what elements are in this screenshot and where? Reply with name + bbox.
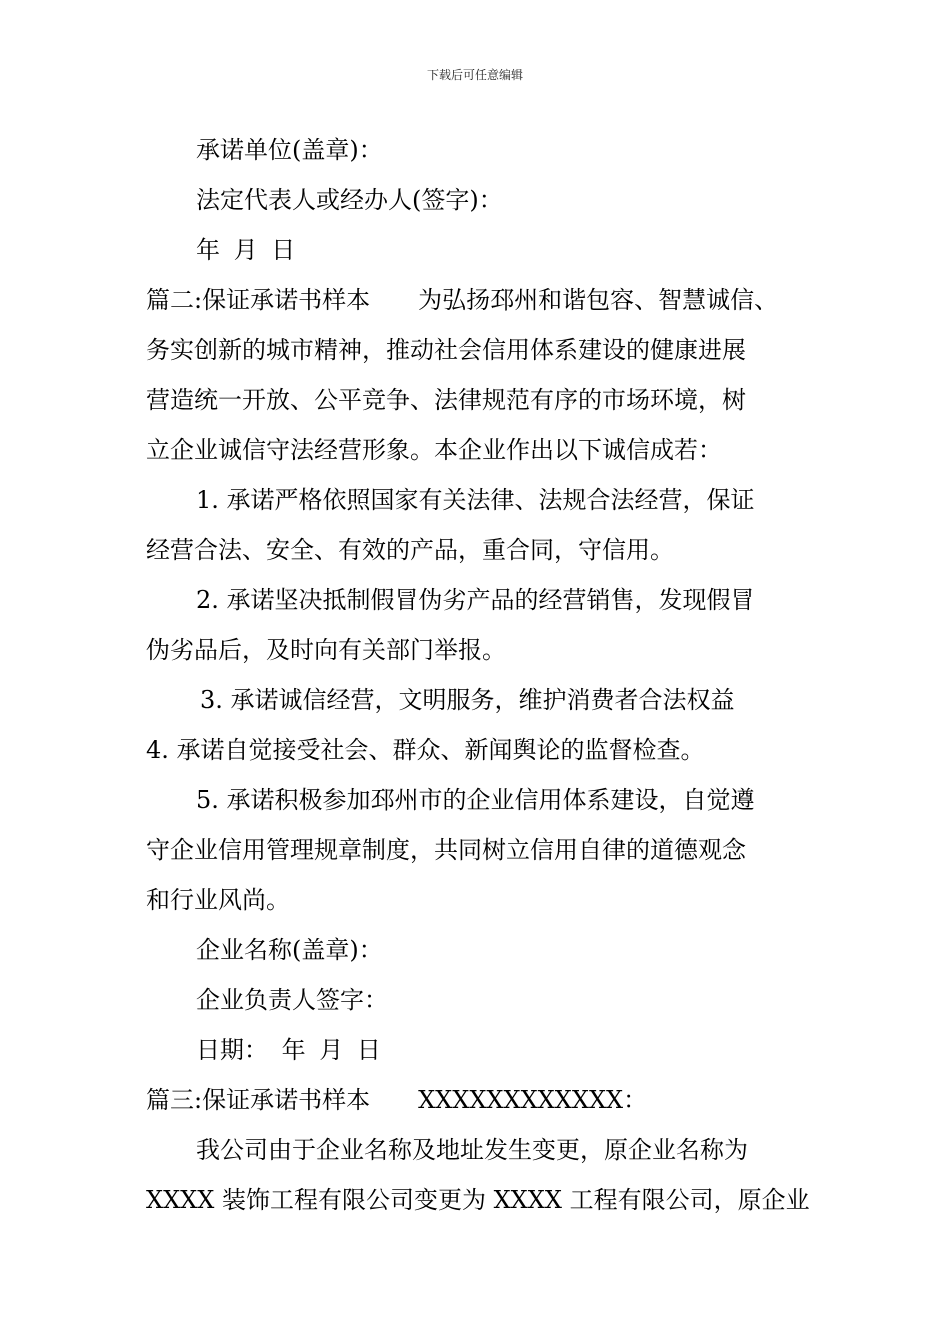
- text-line: 篇二:保证承诺书样本 为弘扬邳州和谐包容、智慧诚信、: [146, 286, 779, 314]
- text-line: 5. 承诺积极参加邳州市的企业信用体系建设，自觉遵: [196, 786, 755, 814]
- text-line: 日期： 年 月 日: [196, 1036, 381, 1064]
- text-line: 我公司由于企业名称及地址发生变更，原企业名称为: [196, 1136, 748, 1164]
- text-line: 年 月 日: [196, 236, 296, 264]
- text-line: 守企业信用管理规章制度，共同树立信用自律的道德观念: [146, 836, 746, 864]
- text-line: 和行业风尚。: [146, 886, 290, 914]
- text-line: 3. 承诺诚信经营，文明服务，维护消费者合法权益: [200, 686, 735, 714]
- text-line: 务实创新的城市精神，推动社会信用体系建设的健康进展: [146, 336, 746, 364]
- text-line: 营造统一开放、公平竞争、法律规范有序的市场环境，树: [146, 386, 746, 414]
- text-line: 篇三:保证承诺书样本 XXXXXXXXXXXX：: [146, 1086, 648, 1114]
- text-line: XXXX 装饰工程有限公司变更为 XXXX 工程有限公司，原企业: [146, 1186, 810, 1214]
- text-line: 企业名称(盖章)：: [196, 936, 383, 964]
- text-line: 承诺单位(盖章)：: [196, 136, 383, 164]
- text-line: 伪劣品后，及时向有关部门举报。: [146, 636, 506, 664]
- text-line: 1. 承诺严格依照国家有关法律、法规合法经营，保证: [196, 486, 755, 514]
- text-line: 经营合法、安全、有效的产品，重合同，守信用。: [146, 536, 674, 564]
- text-line: 法定代表人或经办人(签字)：: [196, 186, 503, 214]
- page-header: 下载后可任意编辑: [426, 68, 523, 82]
- text-line: 4. 承诺自觉接受社会、群众、新闻舆论的监督检查。: [146, 736, 705, 764]
- text-line: 企业负责人签字：: [196, 986, 388, 1014]
- text-line: 立企业诚信守法经营形象。本企业作出以下诚信成若：: [146, 436, 722, 464]
- text-line: 2. 承诺坚决抵制假冒伪劣产品的经营销售，发现假冒: [196, 586, 755, 614]
